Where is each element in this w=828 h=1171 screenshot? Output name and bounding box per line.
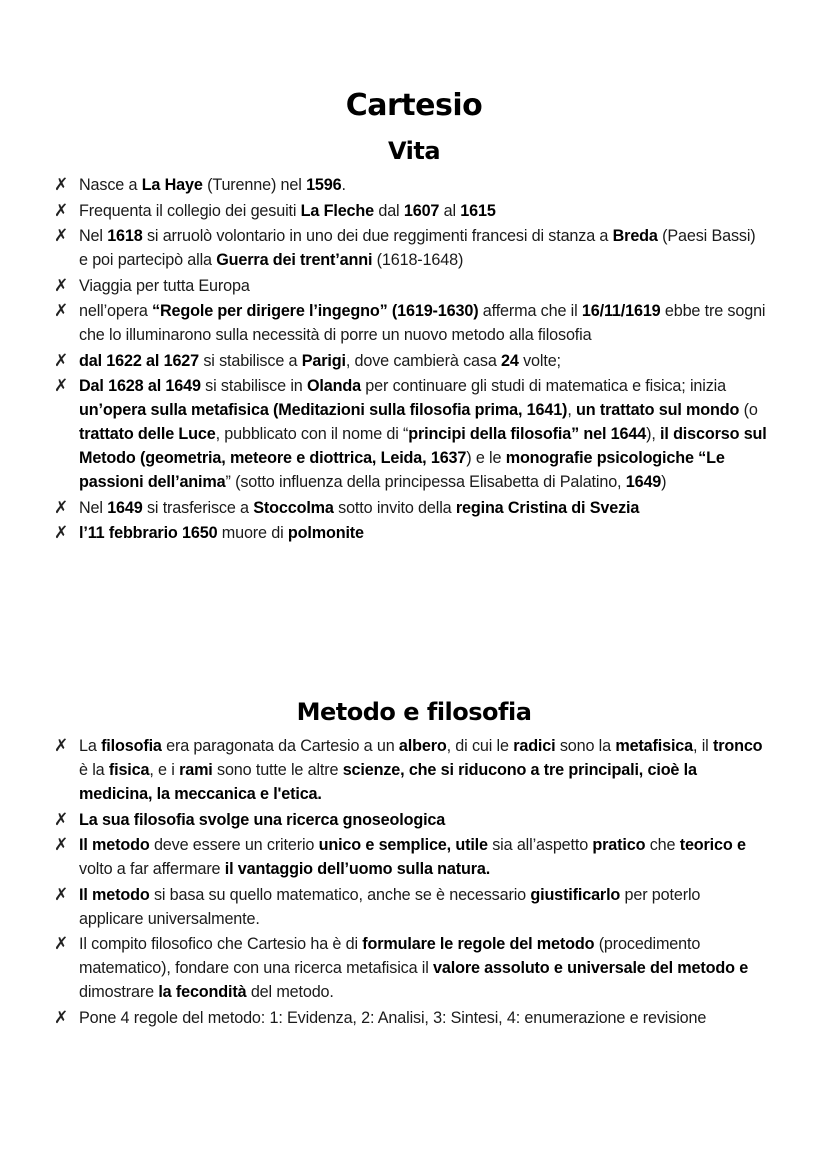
x-mark-bullet-icon: ✗ xyxy=(54,736,69,756)
bold-text: 1607 xyxy=(403,201,440,220)
bold-text: giustificarlo xyxy=(530,885,621,904)
bold-text: “Regole per dirigere l’ingegno” (1619-1630) xyxy=(152,302,479,320)
list-item xyxy=(0,496,828,520)
text: (o xyxy=(739,401,758,419)
text: del metodo. xyxy=(246,983,334,1001)
text: per continuare gli studi di matematica e fisica; inizia xyxy=(360,377,726,395)
x-mark-bullet-icon: ✗ xyxy=(54,1007,69,1028)
text: ebbe tre sogni che lo illuminarono sulla necessità di porre un nuovo metodo alla filosofia xyxy=(79,302,766,344)
text: si stabilisce in xyxy=(200,377,307,395)
x-mark-bullet-icon: ✗ xyxy=(54,301,69,321)
text: si trasferisce a xyxy=(142,498,254,517)
text: (Paesi Bassi) e poi partecipò alla xyxy=(79,227,756,269)
x-mark-bullet-icon: ✗ xyxy=(54,175,69,195)
list-item xyxy=(0,374,828,494)
bold-text: teorico e xyxy=(679,836,746,854)
text: Frequenta il collegio dei gesuiti xyxy=(79,201,301,220)
text: deve essere un criterio xyxy=(149,836,319,854)
bold-text: trattato delle Luce xyxy=(79,425,216,443)
section-heading-metodo: Metodo e filosofia xyxy=(296,698,532,726)
text: , dove cambierà casa xyxy=(345,351,502,370)
text: sono tutte le altre xyxy=(212,761,343,779)
bold-text: La sua filosofia svolge una ricerca gnoseologica xyxy=(79,810,446,829)
bold-text: Il metodo xyxy=(79,836,150,854)
x-mark-bullet-icon: ✗ xyxy=(54,809,69,830)
bold-text: 1649 xyxy=(107,498,143,517)
section-heading-vita: Vita xyxy=(387,137,441,165)
text: , di cui le xyxy=(446,737,514,755)
bold-text: Olanda xyxy=(306,377,361,395)
text: che xyxy=(645,836,680,854)
text: Il compito filosofico che Cartesio ha è di xyxy=(79,935,363,953)
text: volto a far affermare xyxy=(79,860,225,878)
text: nell’opera xyxy=(79,302,153,320)
list-item xyxy=(0,274,828,298)
bold-text: tronco xyxy=(712,737,763,755)
list-item xyxy=(0,1006,828,1030)
bold-text: 1649 xyxy=(625,473,662,491)
vita-bullet-list xyxy=(0,173,828,547)
x-mark-bullet-icon: ✗ xyxy=(54,835,69,855)
bold-text: un trattato sul mondo xyxy=(576,401,740,419)
list-item xyxy=(0,173,828,197)
text: dimostrare xyxy=(79,983,159,1001)
list-item xyxy=(0,349,828,373)
text: (Turenne) nel xyxy=(202,176,307,194)
bold-text: Dal 1628 al 1649 xyxy=(79,377,201,395)
bold-text: monografie psicologiche “Le passioni dell’anima xyxy=(79,449,725,491)
text: si stabilisce a xyxy=(199,351,302,370)
text: Nel xyxy=(79,227,108,245)
list-item xyxy=(0,734,828,806)
bold-text: Parigi xyxy=(301,351,346,370)
x-mark-bullet-icon: ✗ xyxy=(54,497,69,518)
bold-text: il vantaggio dell’uomo sulla natura. xyxy=(224,860,491,878)
text: è la xyxy=(79,761,109,779)
text: , il xyxy=(693,737,713,755)
text: Pone 4 regole del metodo: 1: Evidenza, 2: Analisi, 3: Sintesi, 4: enumerazione e revisione xyxy=(79,1008,707,1027)
text: afferma che il xyxy=(478,302,582,320)
text: muore di xyxy=(217,524,288,542)
text: Nel xyxy=(79,498,108,517)
text: per poterlo applicare universalmente. xyxy=(79,885,701,928)
bold-text: La Fleche xyxy=(300,201,374,220)
x-mark-bullet-icon: ✗ xyxy=(54,350,69,371)
bold-text: la fecondità xyxy=(158,983,247,1001)
text: si basa su quello matematico, anche se è necessario xyxy=(149,885,531,904)
text: , xyxy=(567,401,577,419)
bold-text: l’11 febbrario 1650 xyxy=(79,524,218,542)
text: sono la xyxy=(555,737,616,755)
list-item xyxy=(0,808,828,832)
bold-text: Guerra dei trent’anni xyxy=(216,251,373,269)
bold-text: La Haye xyxy=(141,176,203,194)
bold-text: 16/11/1619 xyxy=(581,302,661,320)
bold-text: rami xyxy=(179,761,213,779)
bold-text: 1615 xyxy=(460,201,496,220)
x-mark-bullet-icon: ✗ xyxy=(54,934,69,954)
x-mark-bullet-icon: ✗ xyxy=(54,200,69,221)
bold-text: dal 1622 al 1627 xyxy=(79,351,200,370)
text: sia all’aspetto xyxy=(487,836,593,854)
text: ) xyxy=(661,473,667,491)
list-item xyxy=(0,199,828,223)
text: (procedimento matematico), fondare con una ricerca metafisica il xyxy=(79,935,701,977)
bold-text: principi della filosofia” nel 1644 xyxy=(408,425,647,443)
bold-text: radici xyxy=(513,737,556,755)
text: Nasce a xyxy=(79,176,142,194)
bold-text: filosofia xyxy=(101,737,162,755)
text: , e i xyxy=(149,761,180,779)
text: ” (sotto influenza della principessa Elisabetta di Palatino, xyxy=(225,473,626,491)
bold-text: il discorso sul Metodo (geometria, meteore e diottrica, Leida, 1637 xyxy=(79,425,767,467)
text: al xyxy=(439,201,461,220)
list-item xyxy=(0,224,828,272)
list-item xyxy=(0,883,828,931)
bold-text: unico e semplice, utile xyxy=(318,836,488,854)
bold-text: 1618 xyxy=(107,227,143,245)
text: (1618-1648) xyxy=(372,251,464,269)
bold-text: Breda xyxy=(612,227,658,245)
metodo-bullet-list xyxy=(0,734,828,1031)
bold-text: regina Cristina di Svezia xyxy=(455,498,640,517)
bold-text: 1596 xyxy=(306,176,342,194)
list-item xyxy=(0,299,828,347)
bold-text: polmonite xyxy=(287,524,364,542)
text: Viaggia per tutta Europa xyxy=(79,276,250,295)
bold-text: formulare le regole del metodo xyxy=(362,935,595,953)
document-title: Cartesio xyxy=(345,88,483,123)
x-mark-bullet-icon: ✗ xyxy=(54,275,69,296)
bold-text: scienze, che si riducono a tre principali, cioè la medicina, la meccanica e l'etica. xyxy=(79,761,697,803)
text: volte; xyxy=(518,351,561,370)
list-item xyxy=(0,521,828,545)
bold-text: valore assoluto e universale del metodo e xyxy=(433,959,749,977)
list-item xyxy=(0,833,828,881)
text: era paragonata da Cartesio a un xyxy=(161,737,399,755)
x-mark-bullet-icon: ✗ xyxy=(54,884,69,905)
text: dal xyxy=(374,201,404,220)
text: . xyxy=(341,176,346,194)
text: , pubblicato con il nome di “ xyxy=(215,425,409,443)
bold-text: albero xyxy=(398,737,447,755)
text: sotto invito della xyxy=(333,498,456,517)
bold-text: un’opera sulla metafisica (Meditazioni sulla filosofia prima, 1641) xyxy=(79,401,568,419)
bold-text: Stoccolma xyxy=(253,498,334,517)
bold-text: Il metodo xyxy=(79,885,150,904)
x-mark-bullet-icon: ✗ xyxy=(54,523,69,543)
text: si arruolò volontario in uno dei due reggimenti francesi di stanza a xyxy=(142,227,613,245)
text: ) e le xyxy=(466,449,506,467)
bold-text: metafisica xyxy=(615,737,694,755)
bold-text: pratico xyxy=(592,836,646,854)
x-mark-bullet-icon: ✗ xyxy=(54,226,69,246)
bold-text: 24 xyxy=(501,351,519,370)
text: La xyxy=(79,737,102,755)
x-mark-bullet-icon: ✗ xyxy=(54,376,69,396)
bold-text: fisica xyxy=(108,761,150,779)
list-item xyxy=(0,932,828,1004)
text: ), xyxy=(646,425,661,443)
